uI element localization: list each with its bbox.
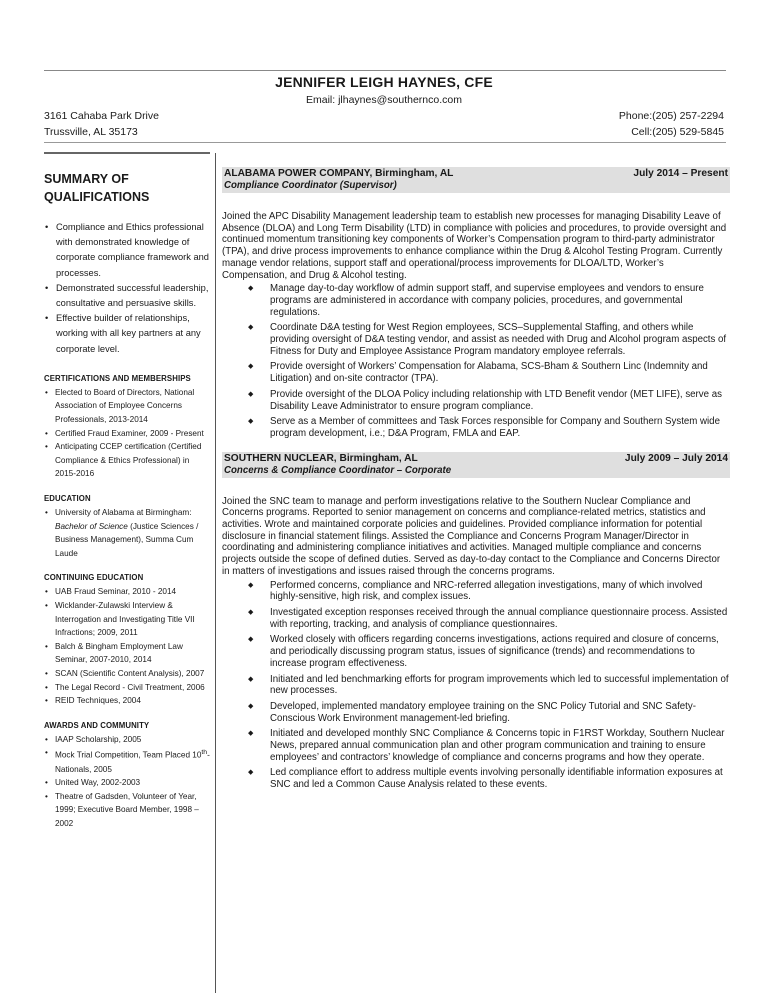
award-item: • United Way, 2002-2003 [44,776,212,790]
continuing-education-item: • Balch & Bingham Employment Law Seminar, 2007-2010, 2014 [44,640,212,667]
continuing-education-item: • Wicklander-Zulawski Interview & Interrogation and Investigating Title VII Infractions; 2009, 2011 [44,599,212,640]
job-bullet: ◆ Manage day-to-day workflow of admin support staff, and supervise employees and vendors to ensure programs are administered in accordance with company policies, procedures, and governmental regulations. [270,283,730,318]
certification-item: • Anticipating CCEP certification (Certified Compliance & Ethics Professional) in 2015-2016 [44,440,212,481]
summary-item: • Effective builder of relationships, working with all key partners at any corporate level. [44,311,212,357]
phone-numbers [619,108,724,140]
summary-list [44,220,212,357]
continuing-education-item: • SCAN (Scientific Content Analysis), 2007 [44,667,212,681]
certifications-heading: CERTIFICATIONS AND MEMBERSHIPS [44,373,191,383]
job-bullet: ◆ Coordinate D&A testing for West Region employees, SCS–Supplemental Staffing, and others while providing oversight of D&A testing vendor, and assist as needed with Drug and Alcohol program aspects of Fitness for Duty and Employee Assistance Program mandatory employee referrals. [270,322,730,357]
candidate-name: JENNIFER LEIGH HAYNES, CFE [275,74,493,90]
job-title: Concerns & Compliance Coordinator – Corporate [224,464,452,476]
continuing-education-item: • UAB Fraud Seminar, 2010 - 2014 [44,585,212,599]
education-detail: (Justice Sciences / Business Management), Summa Cum Laude [55,521,199,558]
continuing-education-heading: CONTINUING EDUCATION [44,573,144,583]
certification-item: • Elected to Board of Directors, National Association of Employee Concerns Professionals, 2013-2014 [44,386,212,427]
award-mock-trial: Mock Trial Competition, Team Placed 10 [55,751,202,761]
education-school: University of Alabama at Birmingham: [55,507,192,517]
certifications-list [44,386,212,481]
job-bullet: ◆ Investigated exception responses received through the annual compliance questionnaire process. Assisted with reporting, tracking, and analysis of compliance questionnaires. [270,607,730,630]
award-item: • Theatre of Gadsden, Volunteer of Year, 1999; Executive Board Member, 1998 – 2002 [44,790,212,831]
job-summary: Joined the APC Disability Management leadership team to establish new processes for managing Disability Leave of Absence (DLOA) and Long Term Disability (LTD) in compliance with policies and procedures, to provide oversight and continued momentum transitioning key components of Worker’s Compensation program to third-party administrator (TPA), and drive process improvements to enhance compliance within the Drug & Alcohol Testing Program. Currently manage vendor relations, support staff and operational/process improvements for DLOA/LTD, Worker’s Compensation, and Drug & Alcohol testing. [222,211,727,281]
job-bullet: ◆ Provide oversight of Workers’ Compensation for Alabama, SCS-Bham & Southern Linc (Indemnity and Litigation) and on-site contractor (TPA). [270,361,730,384]
job-bullet: ◆ Provide oversight of the DLOA Policy including relationship with LTD Benefit vendor (MET LIFE), serve as Disability Leave Administrator to ensure program compliance. [270,389,730,412]
continuing-education-list [44,585,212,707]
continuing-education-item: • The Legal Record - Civil Treatment, 2006 [44,681,212,695]
mailing-address [44,108,159,140]
contact-email: Email: jlhaynes@southernco.com [306,94,462,106]
job-bullet: ◆ Initiated and developed monthly SNC Compliance & Concerns topic in F1RST Workday, Southern Nuclear News, prepared annual communication plan and other program communication and training to ensure employees’ and contractors’ knowledge of compliance and concerns programs and how they operate. [270,728,730,763]
job-bullets [222,580,730,791]
job-company: ALABAMA POWER COMPANY, Birmingham, AL [224,168,454,179]
job-bullet: ◆ Performed concerns, compliance and NRC-referred allegation investigations, many of which involved highly-sensitive, high risk, and complex issues. [270,580,730,603]
award-mock-trial-suffix: -Nationals, 2005 [55,751,210,774]
header-bottom-rule [44,142,726,143]
job-bullet: ◆ Serve as a Member of committees and Task Forces responsible for Company and Southern System wide program development, i.e.; D&A Program, FMLA and EAP. [270,416,730,439]
job-dates: July 2014 – Present [633,168,728,179]
education-heading: EDUCATION [44,493,91,503]
education-degree: Bachelor of Science [55,521,128,531]
job-bullets [222,283,730,439]
continuing-education-item: • REID Techniques, 2004 [44,694,212,708]
summary-heading: SUMMARY OF QUALIFICATIONS [44,172,150,204]
job-bullet: ◆ Led compliance effort to address multiple events involving personally identifiable information exposures at SNC and led a Common Cause Analysis related to these events. [270,767,730,790]
award-item: • IAAP Scholarship, 2005 [44,733,212,747]
sidebar [44,170,212,831]
award-item [44,746,212,776]
job-summary: Joined the SNC team to manage and perform investigations relative to the Southern Nuclear Compliance and Concerns programs. Reported to senior management on concerns and compliance-related metrics, statistics and activities. Wrote and maintained corporate policies and guidelines. Provided compliance information for potential disclosure in financial statement filings. Assisted the Compliance and Concerns Program Manager/Director in coordinating and administering compliance initiatives and activities. Managed multiple compliance and concerns projects outside the scope of defined duties. Served as day-to-day contact to the Compliance and Concerns Director in matters of investigations and issues raised through the concerns programs. [222,495,721,577]
award-ordinal: th [201,749,208,757]
certification-item: • Certified Fraud Examiner, 2009 - Present [44,427,212,441]
job-header [222,167,730,193]
address-line-2: Trussville, AL 35173 [44,126,138,138]
job-header [222,452,730,478]
column-divider [215,153,216,993]
summary-item: • Demonstrated successful leadership, consultative and persuasive skills. [44,281,212,311]
awards-list [44,733,212,831]
sidebar-top-rule [44,152,210,154]
job-company: SOUTHERN NUCLEAR, Birmingham, AL [224,452,418,464]
education-list [44,506,212,560]
awards-heading: AWARDS AND COMMUNITY [44,720,150,730]
job-bullet: ◆ Worked closely with officers regarding concerns investigations, actions required and closure of concerns, and periodically discussing program status, issues of significance (trends) and recommendations to increase program effectiveness. [270,634,730,669]
education-item [44,506,212,560]
job-dates: July 2009 – July 2014 [624,452,728,464]
cell-number: Cell:(205) 529-5845 [631,126,724,138]
experience-section [222,167,730,795]
job-bullet: ◆ Initiated and led benchmarking efforts for program improvements which led to successful implementation of new processes. [270,674,730,697]
address-line-1: 3161 Cahaba Park Drive [44,110,159,122]
job-title: Compliance Coordinator (Supervisor) [224,180,397,191]
job-bullet: ◆ Developed, implemented mandatory employee training on the SNC Policy Tutorial and SNC Safety-Conscious Work Environment management-led briefing. [270,701,730,724]
phone-number: Phone:(205) 257-2294 [618,110,724,122]
summary-item: • Compliance and Ethics professional with demonstrated knowledge of corporate compliance framework and processes. [44,220,212,281]
header-top-rule [44,70,726,71]
